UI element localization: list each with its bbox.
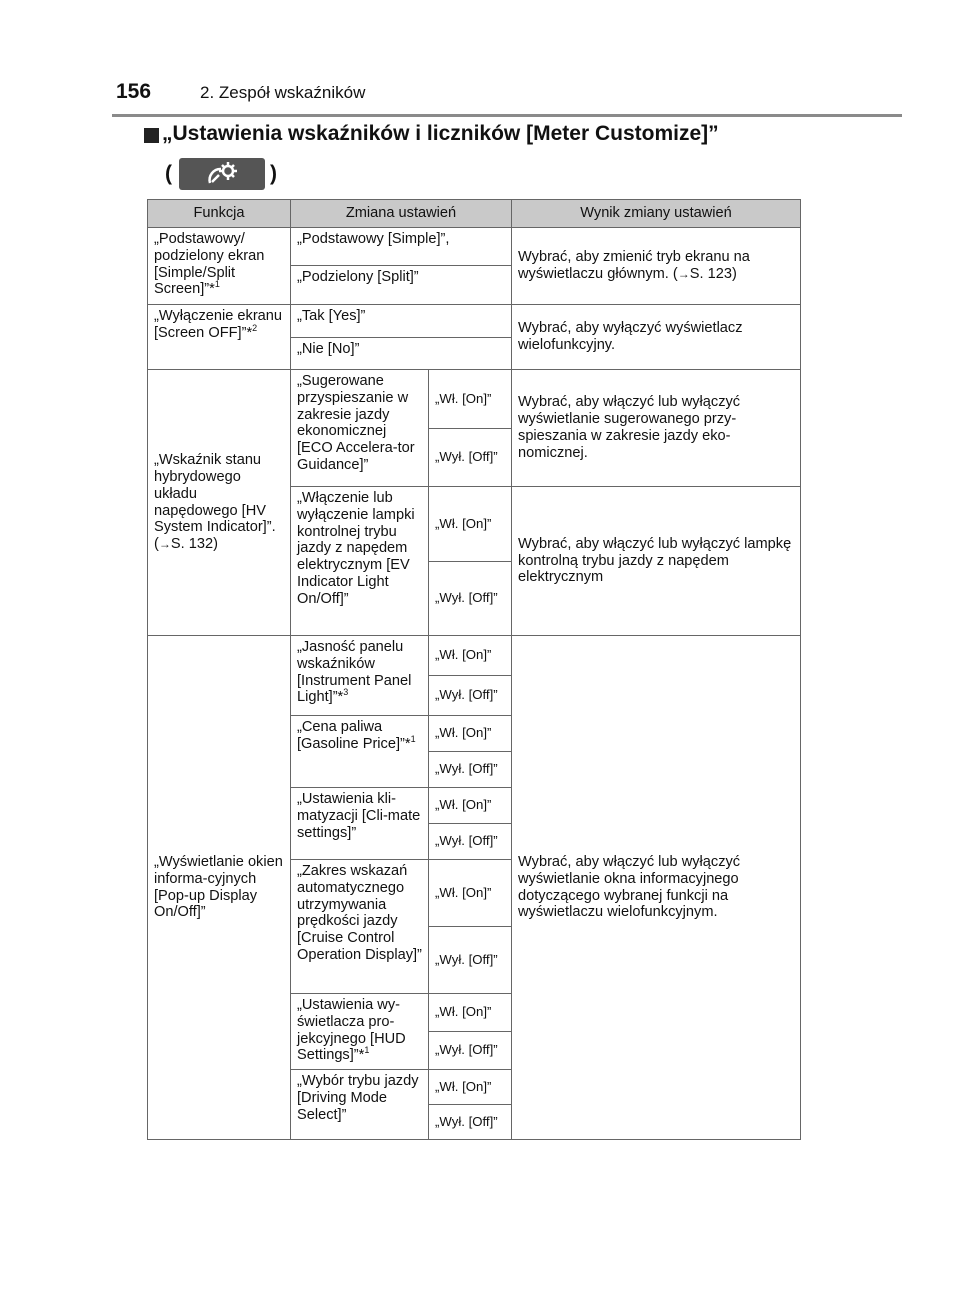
sub-function-label: „Wybór trybu jazdy [Driving Mode Select]” xyxy=(297,1073,419,1123)
value-on: „Wł. [On]” xyxy=(429,716,512,752)
value-on: „Wł. [On]” xyxy=(429,1070,512,1105)
value-off: „Wył. [Off]” xyxy=(429,752,512,788)
close-paren: ) xyxy=(270,162,277,185)
sub-function-label: „Ustawienia wy-świetlacza pro-jekcyjnego [HUD Settings]”* xyxy=(297,997,406,1064)
page-reference: S. 132) xyxy=(170,536,218,553)
result-cell xyxy=(512,228,801,305)
result-cell: Wybrać, aby włączyć lub wyłączyć wyświetlanie sugerowanego przy-spieszania w zakresie jazdy eko-nomicznej. xyxy=(512,370,801,487)
value-off: „Wył. [Off]” xyxy=(429,1105,512,1140)
sub-function-cell: „Sugerowane przyspieszanie w zakresie jazdy ekonomicznej [ECO Accelera-tor Guidance]” xyxy=(291,370,429,487)
result-cell: Wybrać, aby włączyć lub wyłączyć lampkę kontrolną trybu jazdy z napędem elektrycznym xyxy=(512,487,801,636)
sub-function-cell xyxy=(291,716,429,788)
value-off: „Wył. [Off]” xyxy=(429,927,512,994)
chapter-title: 2. Zespół wskaźników xyxy=(200,83,366,102)
function-label: „Wyłączenie ekranu [Screen OFF]”* xyxy=(154,308,283,341)
sub-function-cell xyxy=(291,788,429,860)
footnote-mark: 1 xyxy=(410,733,416,744)
sub-function-label: „Zakres wskazań automatycznego utrzymywania prędkości jazdy [Cruise Control Operation Display]” xyxy=(297,863,422,963)
sub-function-label: „Jasność panelu wskaźników [Instrument Panel Light]”* xyxy=(297,639,412,706)
option-cell: „Tak [Yes]” xyxy=(291,305,512,338)
footnote-mark: 1 xyxy=(214,279,220,290)
sub-function-label: „Cena paliwa [Gasoline Price]”* xyxy=(297,719,411,752)
function-cell: „Wyświetlanie okien informa-cyjnych [Pop-up Display On/Off]” xyxy=(148,636,291,1140)
header-result: Wynik zmiany ustawień xyxy=(512,200,801,228)
arrow-icon: → xyxy=(158,537,171,552)
footnote-mark: 2 xyxy=(252,322,258,333)
result-text: Wybrać, aby zmienić tryb ekranu na wyświetlaczu głównym. ( xyxy=(518,249,750,282)
open-paren: ( xyxy=(165,162,172,185)
value-on: „Wł. [On]” xyxy=(429,370,512,429)
section-bullet xyxy=(144,128,159,143)
function-cell xyxy=(148,228,291,305)
value-off: „Wył. [Off]” xyxy=(429,562,512,636)
table-row xyxy=(148,370,801,429)
sub-function-cell: „Włączenie lub wyłączenie lampki kontrolnej trybu jazdy z napędem elektrycznym [EV Indicator Light On/Off]” xyxy=(291,487,429,636)
meter-settings-icon xyxy=(179,158,265,190)
function-cell xyxy=(148,370,291,636)
value-off: „Wył. [Off]” xyxy=(429,824,512,860)
arrow-icon: → xyxy=(677,267,690,281)
function-cell xyxy=(148,305,291,370)
sub-function-cell xyxy=(291,860,429,994)
header-function: Funkcja xyxy=(148,200,291,228)
section-icon-line xyxy=(165,158,277,190)
page-number: 156 xyxy=(116,80,152,103)
sub-function-cell xyxy=(291,1070,429,1140)
header-change: Zmiana ustawień xyxy=(291,200,512,228)
header-rule xyxy=(112,114,902,117)
result-cell: Wybrać, aby włączyć lub wyłączyć wyświetlanie okna informacyjnego dotyczącego wybranej funkcji na wyświetlaczu wielofunkcyjnym. xyxy=(512,636,801,1140)
footnote-mark: 3 xyxy=(343,687,349,698)
sub-function-label: „Ustawienia kli-matyzacji [Cli-mate settings]” xyxy=(297,791,421,841)
result-cell: Wybrać, aby wyłączyć wyświetlacz wielofunkcyjny. xyxy=(512,305,801,370)
sub-function-cell xyxy=(291,994,429,1070)
option-cell: „Podstawowy [Simple]”, xyxy=(291,228,512,266)
option-cell: „Podzielony [Split]” xyxy=(291,265,512,304)
value-on: „Wł. [On]” xyxy=(429,788,512,824)
table-row xyxy=(148,636,801,676)
value-on: „Wł. [On]” xyxy=(429,487,512,562)
value-on: „Wł. [On]” xyxy=(429,636,512,676)
table-row xyxy=(148,305,801,338)
settings-table xyxy=(147,199,801,1140)
footnote-mark: 1 xyxy=(364,1045,370,1056)
value-on: „Wł. [On]” xyxy=(429,860,512,927)
value-off: „Wył. [Off]” xyxy=(429,429,512,487)
section-title: „Ustawienia wskaźników i liczników [Meter Customize]” xyxy=(162,122,719,145)
value-off: „Wył. [Off]” xyxy=(429,676,512,716)
value-off: „Wył. [Off]” xyxy=(429,1032,512,1070)
table-header-row xyxy=(148,200,801,228)
table-row xyxy=(148,228,801,266)
value-on: „Wł. [On]” xyxy=(429,994,512,1032)
sub-function-cell xyxy=(291,636,429,716)
option-cell: „Nie [No]” xyxy=(291,338,512,370)
function-label: „Podstawowy/ podzielony ekran [Simple/Split Screen]”* xyxy=(154,231,265,298)
page-reference: S. 123) xyxy=(689,266,737,282)
function-label: „Wskaźnik stanu hybrydowego układu napędowego [HV System Indicator]”. ( xyxy=(154,452,276,553)
